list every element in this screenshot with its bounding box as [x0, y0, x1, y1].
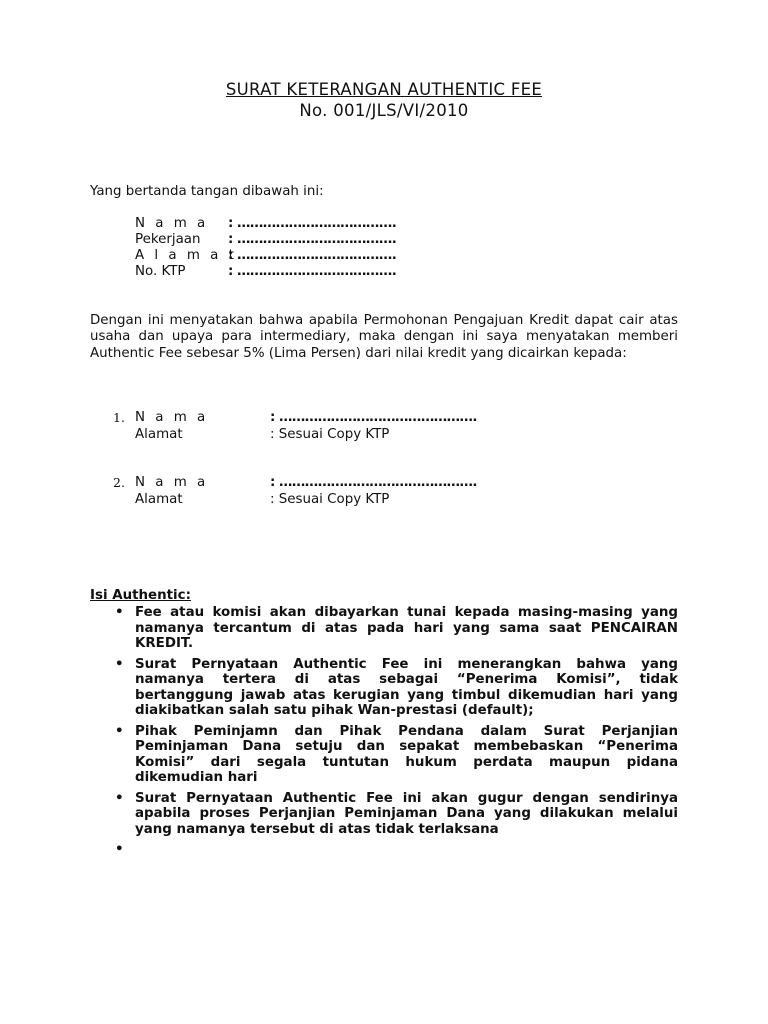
list-item-text: Fee atau komisi akan dibayarkan tunai kepada masing-masing yang namanya tercantum di atas pada hari yang sama saat PENCAIRAN KREDIT. [135, 605, 678, 651]
document-title: SURAT KETERANGAN AUTHENTIC FEE [225, 80, 543, 99]
identity-value: : ………………………………. [228, 264, 397, 279]
bullet-icon: • [115, 605, 124, 620]
identity-value: : ………………………………. [228, 216, 397, 231]
recipient-name-value: : ………………………………………. [270, 475, 477, 490]
bullet-icon: • [115, 723, 124, 739]
identity-label: N a m a [135, 216, 209, 231]
recipient-number: 1. [113, 410, 125, 425]
list-item [90, 791, 678, 838]
statement-paragraph: Dengan ini menyatakan bahwa apabila Permohonan Pengajuan Kredit dapat cair atas usaha dan upaya para intermediary, maka dengan ini saya menyatakan memberi Authentic Fee sebesar 5% (Lima Persen) dari nilai kredit yang dicairkan kepada: [90, 313, 678, 361]
list-item [90, 842, 678, 858]
identity-label: Pekerjaan [135, 232, 201, 247]
recipient-2-name-row [135, 475, 477, 491]
intro-text: Yang bertanda tangan dibawah ini: [90, 184, 324, 199]
recipient-name-label: N a m a [135, 410, 209, 425]
bullet-icon: • [115, 842, 124, 857]
list-item-text: Pihak Peminjamn dan Pihak Pendana dalam Surat Perjanjian Peminjaman Dana setuju dan sepakat membebaskan “Penerima Komisi” dari segala tuntutan hukum perdata maupun pidana dikemudian hari [135, 723, 678, 785]
list-item-text: Surat Pernyataan Authentic Fee ini menerangkan bahwa yang namanya tertera di atas sebagai “Penerima Komisi”, tidak bertanggung jawab atas kerugian yang timbul dikemudian hari yang diakibatkan salah satu pihak Wan-prestasi (default); [135, 656, 678, 718]
list-item-text: Surat Pernyataan Authentic Fee ini akan gugur dengan sendirinya apabila proses Perjanjian Peminjaman Dana yang dilakukan melalui yang namanya tersebut di atas tidak terlaksana [135, 790, 678, 837]
recipient-address-value: : Sesuai Copy KTP [270, 427, 390, 442]
identity-row-ktp [135, 264, 396, 280]
identity-row-alamat [135, 248, 396, 264]
recipient-address-label: Alamat [135, 427, 183, 442]
document-number: No. 001/JLS/VI/2010 [299, 101, 469, 120]
recipient-name-label: N a m a [135, 475, 209, 490]
recipient-number: 2. [113, 475, 125, 490]
content-section-title: Isi Authentic: [90, 588, 191, 603]
list-item [90, 605, 678, 652]
identity-label: No. KTP [135, 264, 186, 279]
identity-row-pekerjaan [135, 232, 396, 248]
recipient-address-value: : Sesuai Copy KTP [270, 492, 390, 507]
identity-label: A l a m a t [135, 248, 237, 263]
bullet-icon: • [115, 790, 124, 806]
content-bullet-list [90, 605, 678, 863]
bullet-icon: • [115, 656, 124, 672]
list-item [90, 724, 678, 786]
identity-value: : ………………………………. [228, 232, 397, 247]
recipient-2-address-row [135, 492, 389, 508]
recipient-address-label: Alamat [135, 492, 183, 507]
recipient-1-name-row [135, 410, 477, 426]
recipient-name-value: : ………………………………………. [270, 410, 477, 425]
identity-value: : ………………………………. [228, 248, 397, 263]
identity-row-nama [135, 216, 396, 232]
list-item [90, 657, 678, 719]
recipient-1-address-row [135, 427, 389, 443]
